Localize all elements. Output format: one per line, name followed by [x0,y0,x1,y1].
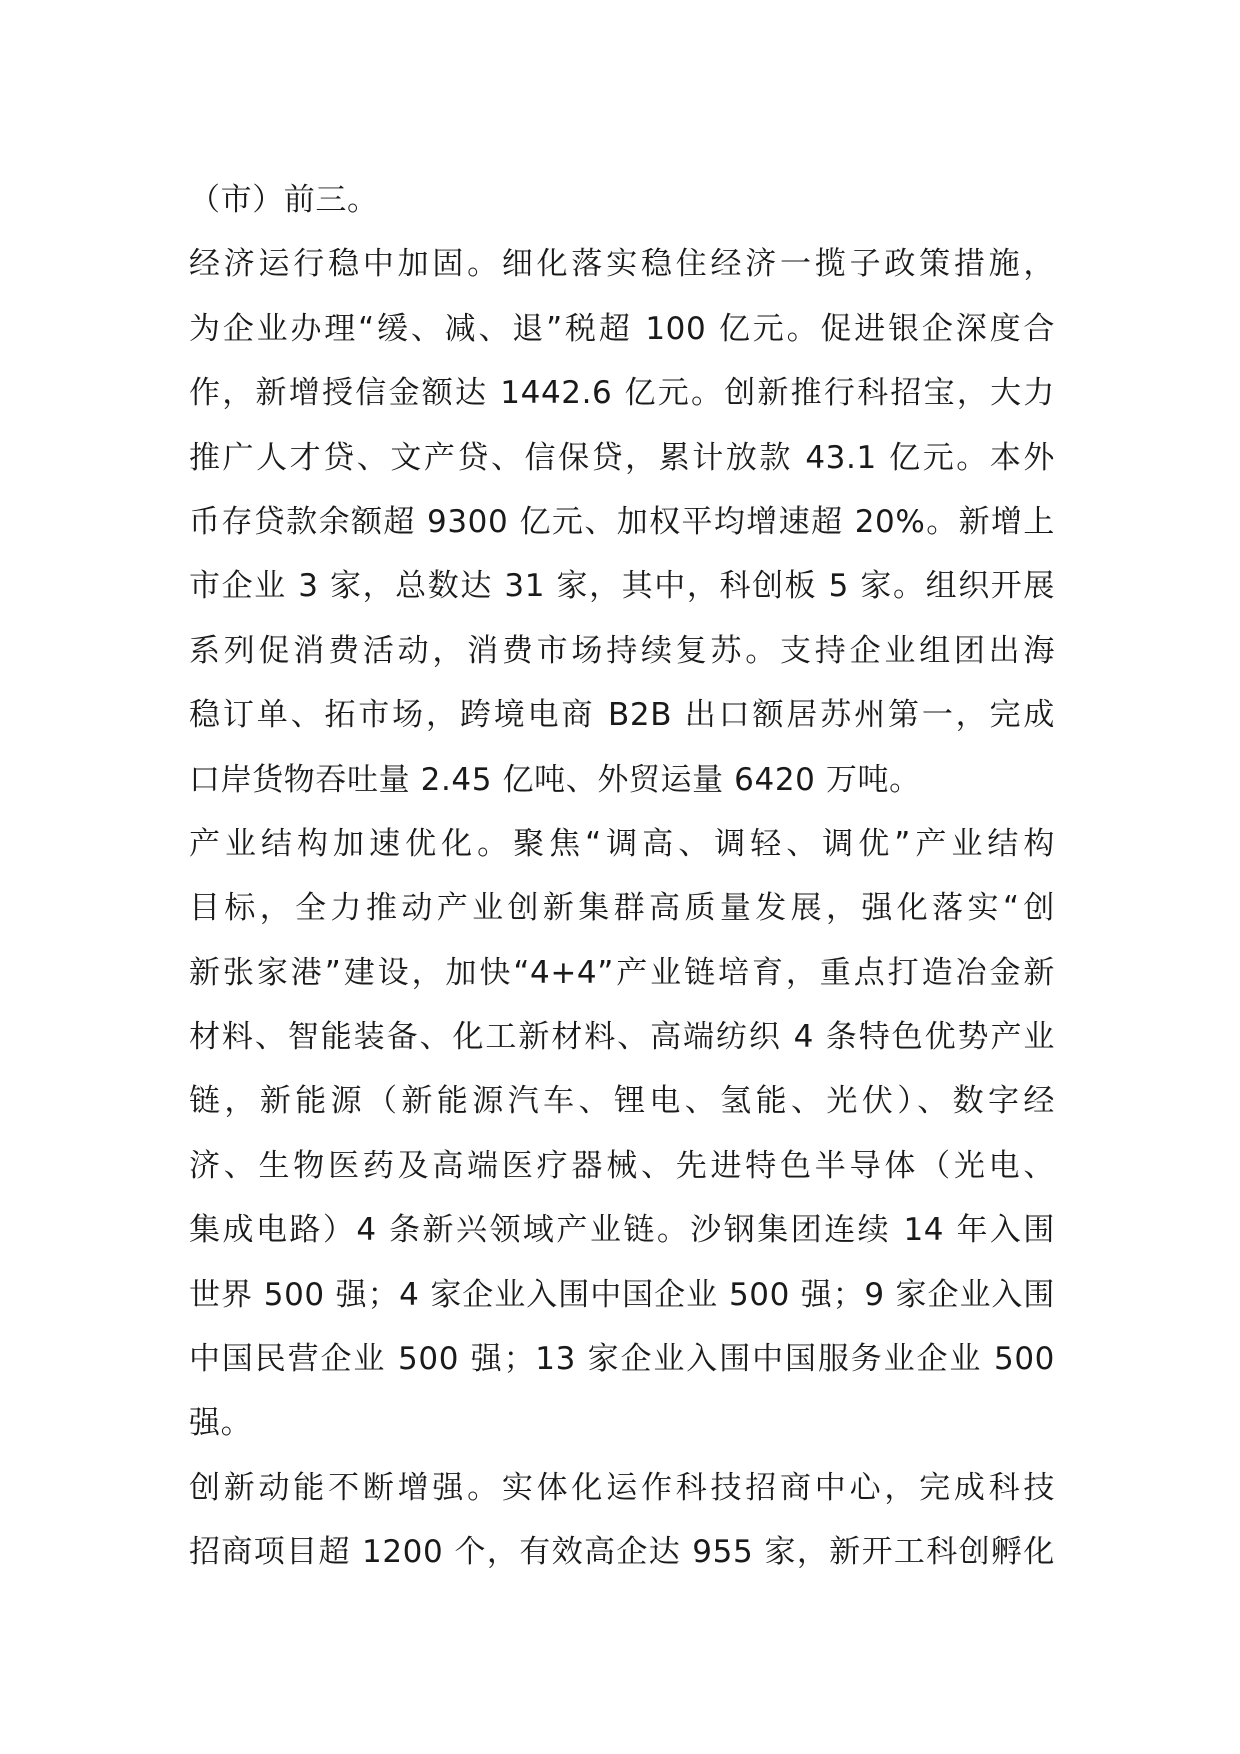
text-line: 系列促消费活动，消费市场持续复苏。支持企业组团出海 [189,632,1055,669]
text-line: 创新动能不断增强。实体化运作科技招商中心，完成科技 [189,1469,1055,1506]
text-line: 强。 [189,1405,253,1442]
text-line: 经济运行稳中加固。细化落实稳住经济一揽子政策措施， [189,246,1055,283]
text-line: 世界 500 强；4 家企业入围中国企业 500 强；9 家企业入围 [189,1276,1055,1313]
body-text [189,168,1055,1585]
text-line: 目标，全力推动产业创新集群高质量发展，强化落实“创 [189,890,1055,927]
text-line: 稳订单、拓市场，跨境电商 B2B 出口额居苏州第一，完成 [189,697,1055,734]
text-line: 集成电路）4 条新兴领域产业链。沙钢集团连续 14 年入围 [189,1212,1055,1249]
text-line: 招商项目超 1200 个，有效高企达 955 家，新开工科创孵化 [189,1534,1055,1571]
text-line: 产业结构加速优化。聚焦“调高、调轻、调优”产业结构 [189,825,1055,862]
text-line: 济、生物医药及高端医疗器械、先进特色半导体（光电、 [189,1147,1055,1184]
text-line: 推广人才贷、文产贷、信保贷，累计放款 43.1 亿元。本外 [189,439,1055,476]
text-line: 口岸货物吞吐量 2.45 亿吨、外贸运量 6420 万吨。 [189,761,921,798]
text-line: 市企业 3 家，总数达 31 家，其中，科创板 5 家。组织开展 [189,568,1055,605]
text-line: 材料、智能装备、化工新材料、高端纺织 4 条特色优势产业 [189,1019,1055,1056]
text-line: 中国民营企业 500 强；13 家企业入围中国服务业企业 500 [189,1341,1055,1378]
text-line: （市）前三。 [189,182,379,218]
text-line: 作，新增授信金额达 1442.6 亿元。创新推行科招宝，大力 [189,375,1055,412]
text-line: 新张家港”建设，加快“4+4”产业链培育，重点打造冶金新 [189,954,1055,991]
text-line: 币存贷款余额超 9300 亿元、加权平均增速超 20%。新增上 [189,503,1055,540]
text-line: 为企业办理“缓、减、退”税超 100 亿元。促进银企深度合 [189,310,1055,347]
text-line: 链，新能源（新能源汽车、锂电、氢能、光伏）、数字经 [189,1083,1055,1120]
